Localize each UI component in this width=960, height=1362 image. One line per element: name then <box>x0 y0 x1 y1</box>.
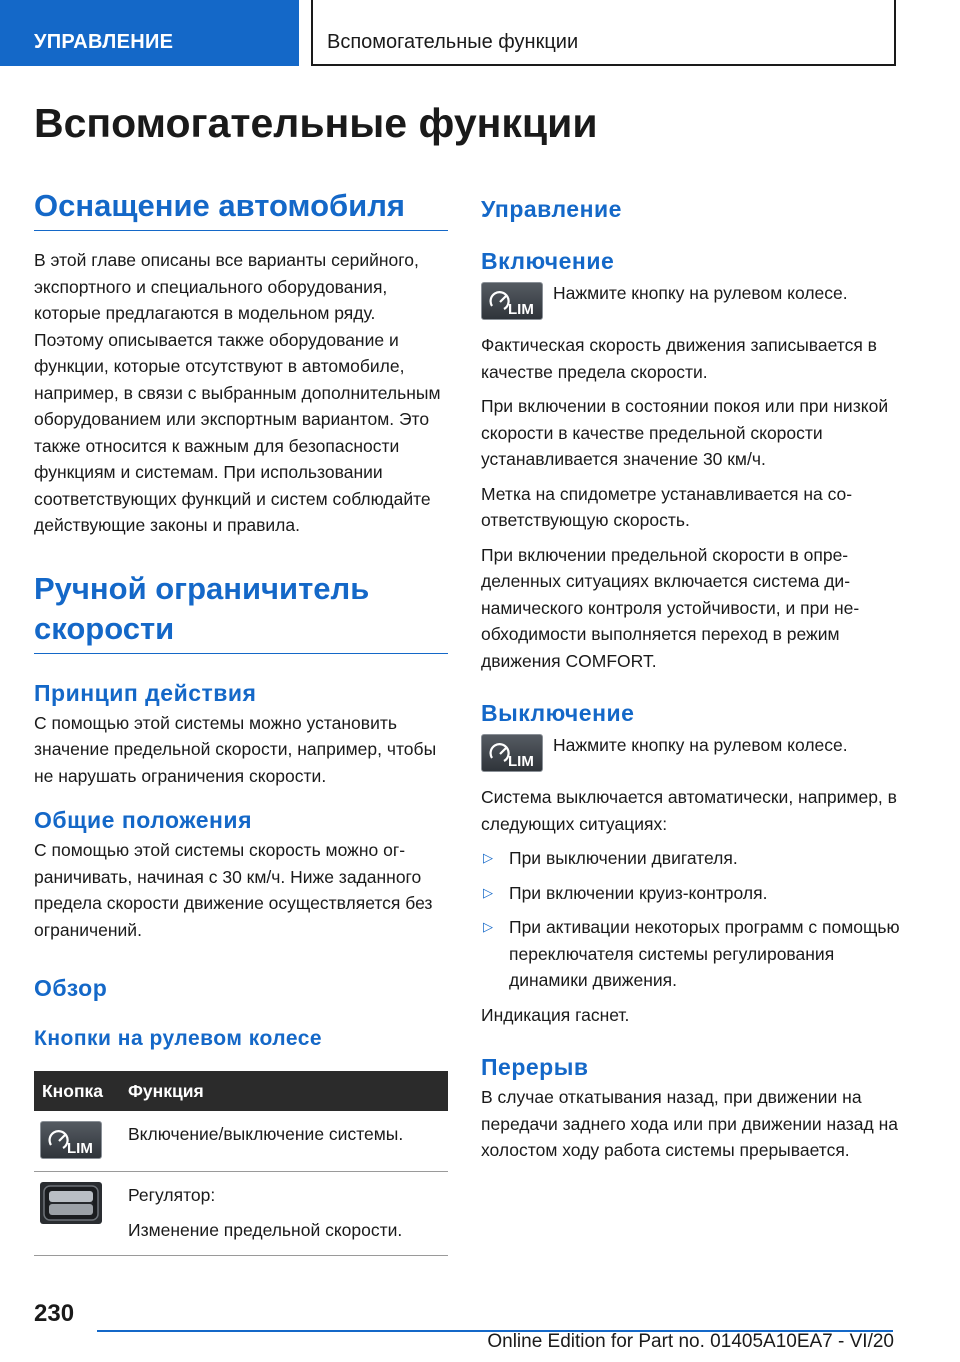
equipment-text: В этой главе описаны все варианты серийного, экспортного и специального оборудования, которые предлагаются в модельном ряду. Поэтому описывается также оборудование и функции, которые отсутствуют в автомобиле, например, в связи с выбранным дополнительным оборудованием или экспортным вариантом. Это также относится к важным для безопасности функциям и системам. При использовании соответствующих функций и систем соблюдайте действующие законы и правила. <box>34 250 441 535</box>
function-cell: Включение/выключение системы. <box>118 1111 448 1172</box>
off-text-1: Система выключается автоматически, например, в следующих ситуациях: <box>481 787 897 834</box>
off-heading: Выключение <box>481 700 635 726</box>
svg-text:LIM: LIM <box>508 753 534 770</box>
off-bullet-list <box>481 845 901 994</box>
list-item: ▷ При активации некоторых программ с помощью переключателя системы регулирования динамики движения. <box>481 914 901 994</box>
lim-button-icon <box>481 282 543 320</box>
on-text-2: При включении в состоянии покоя или при низкой скорости в качестве предельной скорости устанавливается значение 30 км/ч. <box>481 396 889 469</box>
off-text-2: Индикация гаснет. <box>481 1004 630 1025</box>
right-column <box>481 186 901 1164</box>
limiter-heading: Ручной ограничитель скорости <box>34 569 448 654</box>
on-press-text: Нажмите кнопку на рулевом колесе. <box>553 283 848 303</box>
chapter-tab[interactable]: Вспомогательные функции <box>311 0 896 66</box>
general-text: С помощью этой системы скорость можно ограничивать, начиная с 30 км/ч. Ниже заданного предела скорости движение осуществляется без ограничений. <box>34 840 433 940</box>
equipment-heading: Оснащение автомобиля <box>34 186 448 231</box>
list-item: ▷ При выключении двигателя. <box>481 845 901 872</box>
table-row <box>34 1111 448 1172</box>
break-text: В случае откатывания назад, при движении на передачи заднего хода или при движении назад на холостом ходу работа системы прерывается. <box>481 1087 898 1160</box>
buttons-heading: Кнопки на рулевом колесе <box>34 1027 323 1050</box>
off-press-text: Нажмите кнопку на рулевом колесе. <box>553 735 848 755</box>
svg-text:LIM: LIM <box>67 1140 93 1157</box>
principle-text: С помощью этой системы можно установить значение предельной скорости, например, чтобы не нарушать ограничения скорости. <box>34 712 437 786</box>
principle-heading: Принцип действия <box>34 679 257 706</box>
svg-text:LIM: LIM <box>508 301 534 318</box>
on-text-3: Метка на спидометре устанавливается на соответствующую скорость. <box>481 483 853 530</box>
page-number: 230 <box>34 1300 75 1327</box>
on-heading: Включение <box>481 248 615 274</box>
edition-footer: Online Edition for Part no. 01405A10EA7 - VI/20 <box>487 1331 894 1352</box>
triangle-bullet-icon: ▷ <box>483 884 493 900</box>
rocker-switch-icon <box>40 1182 102 1224</box>
left-column <box>34 186 448 1256</box>
col-function-header: Функция <box>118 1071 448 1111</box>
overview-heading: Обзор <box>34 975 108 1001</box>
page-title: Вспомогательные функции <box>34 100 598 146</box>
break-heading: Перерыв <box>481 1054 589 1080</box>
list-item: ▷ При включении круиз-контроля. <box>481 880 901 907</box>
triangle-bullet-icon: ▷ <box>483 850 493 865</box>
general-heading: Общие положения <box>34 807 252 833</box>
lim-button-icon <box>481 734 543 772</box>
triangle-bullet-icon: ▷ <box>483 919 493 934</box>
lim-button-icon <box>40 1121 102 1159</box>
col-button-header: Кнопка <box>34 1071 118 1111</box>
control-heading: Управление <box>481 196 622 222</box>
page-header <box>0 0 960 66</box>
function-cell: Регулятор: Изменение предельной скорости. <box>118 1172 448 1256</box>
on-text-1: Фактическая скорость движения записывается в качестве предела скорости. <box>481 335 877 382</box>
on-text-4: При включении предельной скорости в определенных ситуациях включается система динамического контроля устойчивости, и при необходимости выполняется переход в режим движения COMFORT. <box>481 544 860 671</box>
section-tab[interactable]: УПРАВЛЕНИЕ <box>0 0 299 66</box>
buttons-table <box>34 1071 448 1256</box>
table-header-row <box>34 1071 448 1111</box>
table-row <box>34 1172 448 1256</box>
